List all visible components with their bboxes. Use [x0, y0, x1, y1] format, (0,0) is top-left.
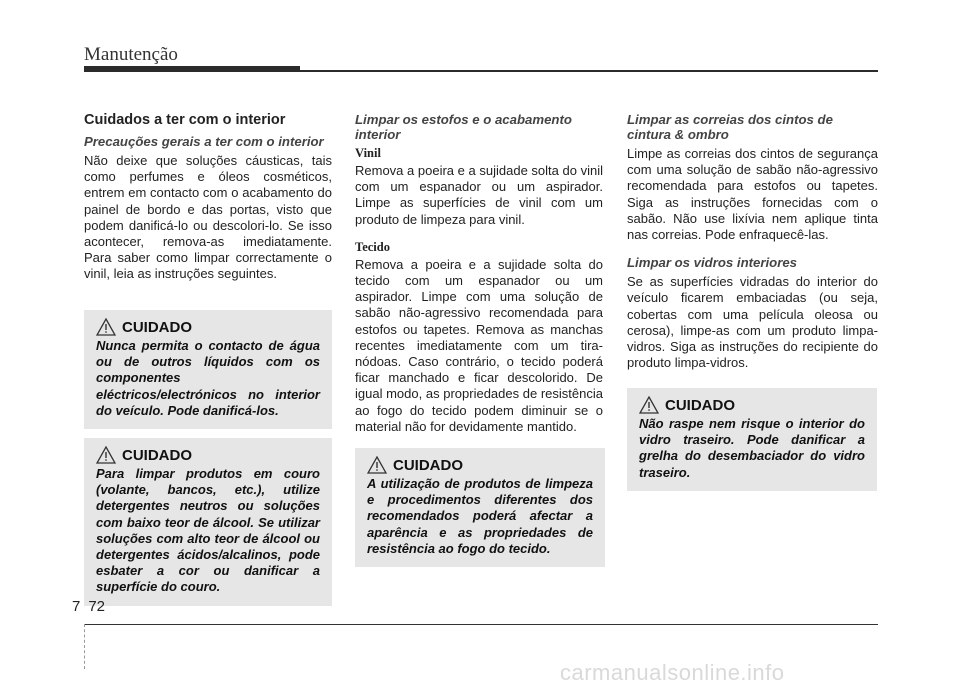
caution-text: Nunca permita o contacto de água ou de outros líquidos com os componentes eléctricos/electrónicos no interior do veículo. Pode danificá-los. [96, 338, 320, 418]
column-1 [84, 112, 332, 283]
footer-rule [84, 624, 878, 625]
caution-box [84, 310, 332, 429]
warning-triangle-icon [96, 318, 116, 336]
chapter-number: 7 [72, 598, 81, 615]
caution-title: CUIDADO [393, 456, 463, 474]
caution-title: CUIDADO [665, 396, 735, 414]
watermark: carmanualsonline.info [560, 660, 785, 685]
glass-body: Se as superfícies vidradas do interior do veículo ficarem embaciadas (ou seja, cobertas com uma película oleosa ou cerosa), limpe-as com um produto limpa-vidros. Siga as instruções do recipiente do produto limpa-vidros. [627, 274, 878, 371]
page-number-value: 72 [88, 598, 106, 615]
vinil-heading: Vinil [355, 146, 381, 160]
header-rule-thin [300, 70, 878, 72]
caution-text: Para limpar produtos em couro (volante, bancos, etc.), utilize detergentes neutros ou soluções com baixo teor de álcool. Se utilizar soluções com alto teor de álcool ou detergentes ácidos/alcalinos, pode esbater a cor ou danificar a superfície do couro. [96, 466, 320, 595]
caution-title: CUIDADO [122, 446, 192, 464]
caution-title: CUIDADO [122, 318, 192, 336]
page-number [72, 598, 105, 615]
subsection-title: Precauções gerais a ter com o interior [84, 134, 324, 149]
column-3 [627, 112, 878, 371]
tecido-body: Remova a poeira e a sujidade solta do tecido com um espanador ou um aspirador. Limpe com uma solução de sabão não-agressivo recomendada para estofos ou tapetes. Remova as manchas recentes imediatamente com um tira-nódoas. Caso contrário, o tecido poderá ficar manchado e ficar descolorido. De igual modo, as propriedades de resistência ao fogo do tecido podem diminuir se o material não for devidamente mantido. [355, 256, 603, 434]
subsection-title: Limpar os vidros interiores [627, 255, 798, 271]
tecido-heading: Tecido [355, 239, 390, 254]
caution-box [355, 448, 605, 567]
section-title: Cuidados a ter com o interior [84, 112, 286, 128]
caution-text: A utilização de produtos de limpeza e procedimentos diferentes dos recomendados poderá afectar a aparência e as propriedades de resistência ao fogo do tecido. [367, 476, 593, 556]
subsection-title: Limpar os estofos e o acabamento interior [355, 112, 572, 142]
warning-triangle-icon [367, 456, 387, 474]
header-rule-thick [84, 66, 300, 72]
vinil-body: Remova a poeira e a sujidade solta do vinil com um espanador ou um aspirador. Limpe as superfícies de vinil com um produto de limpeza para vinil. [355, 163, 603, 227]
page-header-title: Manutenção [84, 44, 178, 65]
warning-triangle-icon [96, 446, 116, 464]
column-2 [355, 112, 603, 435]
seatbelt-body: Limpe as correias dos cintos de segurança com uma solução de sabão não-agressivo recomendada para estofos ou tapetes. Siga as instruções fornecidas com o sabão. Não use lixívia nem aplique tinta nas correias. Pode enfraquecê-las. [627, 146, 878, 243]
body-text: Não deixe que soluções cáusticas, tais como perfumes e óleos cosméticos, entrem em contacto com o acabamento do painel de bordo e das portas, visto que podem danificá-lo ou descolori-lo. Se isso acontecer, remova-as imediatamente. Para saber como limpar correctamente o vinil, leia as instruções seguintes. [84, 153, 332, 282]
caution-box [84, 438, 332, 606]
subsection-title: Limpar as correias dos cintos de cintura & ombro [627, 112, 833, 142]
footer-tick [84, 624, 86, 669]
warning-triangle-icon [639, 396, 659, 414]
caution-text: Não raspe nem risque o interior do vidro traseiro. Pode danificar a grelha do desembaciador do vidro traseiro. [639, 416, 865, 480]
caution-box [627, 388, 877, 491]
